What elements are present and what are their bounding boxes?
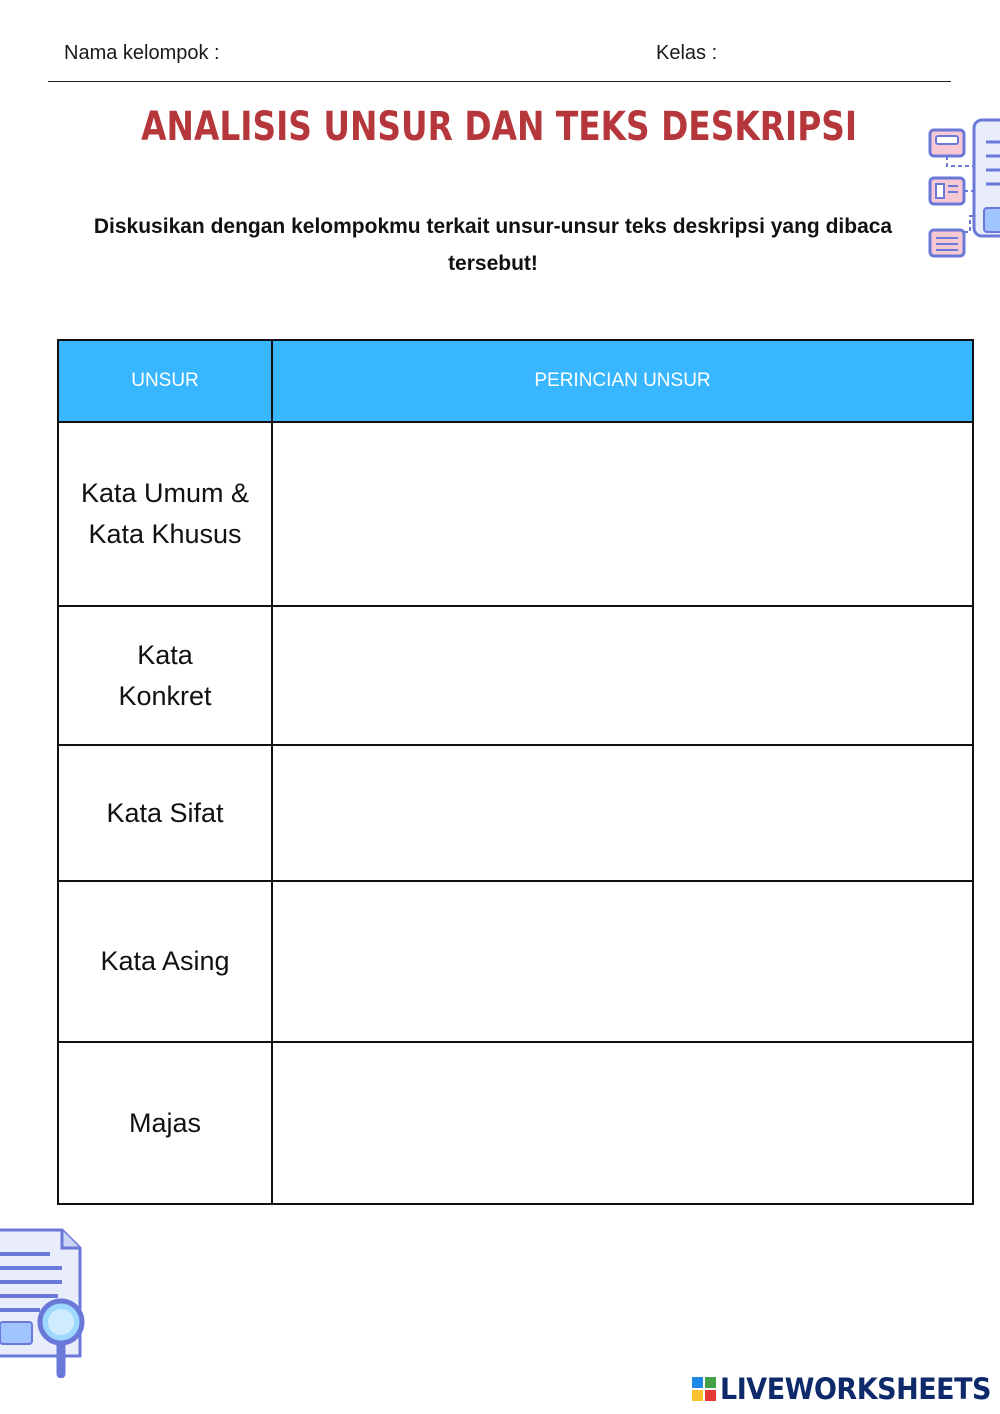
header-unsur: UNSUR	[58, 340, 272, 422]
answer-cell-kata-umum-khusus[interactable]	[272, 422, 973, 606]
liveworksheets-logo-icon	[692, 1377, 716, 1401]
document-magnifier-icon	[0, 1228, 90, 1378]
answer-cell-kata-sifat[interactable]	[272, 745, 973, 881]
brand-watermark	[692, 1372, 1000, 1406]
answer-cell-kata-asing[interactable]	[272, 881, 973, 1042]
table-row	[58, 1042, 973, 1204]
class-label: Kelas :	[656, 42, 718, 64]
answer-cell-majas[interactable]	[272, 1042, 973, 1204]
table-row	[58, 745, 973, 881]
instruction-text: Diskusikan dengan kelompokmu terkait unsur-unsur teks deskripsi yang dibaca tersebut!	[93, 215, 893, 275]
header-divider	[48, 81, 951, 82]
table-header-row	[58, 340, 973, 422]
brand-name: LIVEWORKSHEETS	[720, 1372, 992, 1406]
flowchart-documents-icon	[922, 116, 1000, 266]
row-label-kata-asing: Kata Asing	[58, 881, 272, 1042]
row-label-majas: Majas	[58, 1042, 272, 1204]
group-name-label: Nama kelompok :	[64, 42, 220, 64]
table-row	[58, 422, 973, 606]
row-label-kata-umum-khusus: Kata Umum & Kata Khusus	[58, 422, 272, 606]
header-perincian-unsur: PERINCIAN UNSUR	[272, 340, 973, 422]
analysis-table	[57, 339, 974, 1205]
answer-cell-kata-konkret[interactable]	[272, 606, 973, 745]
worksheet-title: ANALISIS UNSUR DAN TEKS DESKRIPSI	[141, 104, 858, 150]
table-row	[58, 606, 973, 745]
row-label-kata-konkret: Kata Konkret	[58, 606, 272, 745]
row-label-kata-sifat: Kata Sifat	[58, 745, 272, 881]
table-row	[58, 881, 973, 1042]
